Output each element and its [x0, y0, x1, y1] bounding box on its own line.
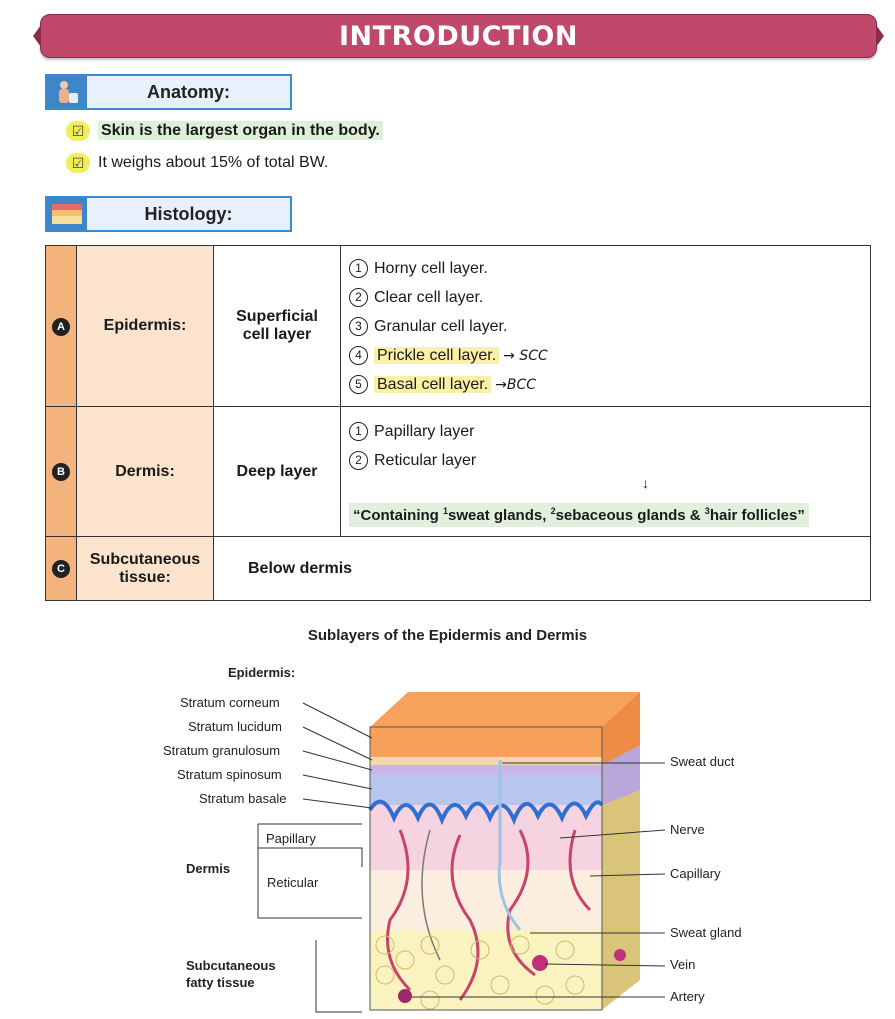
diagram-title: Sublayers of the Epidermis and Dermis — [307, 627, 588, 644]
vein-cross-section — [532, 955, 548, 971]
label-sweat-gland: Sweat gland — [670, 925, 742, 940]
superscript-3: 3 — [704, 505, 710, 516]
label-papillary: Papillary — [266, 831, 316, 846]
item-text: Clear cell layer. — [374, 288, 484, 306]
number-circle-icon: 4 — [349, 346, 368, 365]
artery-cross-section — [398, 989, 412, 1003]
item-text: Reticular layer — [374, 451, 477, 469]
handwritten-note: →BCC — [495, 376, 537, 393]
banner-title: INTRODUCTION — [339, 21, 578, 52]
label-artery: Artery — [670, 989, 705, 1004]
label-subcutaneous-line1: Subcutaneous — [186, 958, 276, 973]
containing-part-3: hair follicles” — [709, 506, 805, 524]
label-stratum-corneum: Stratum corneum — [180, 695, 280, 710]
containing-part-2: sebaceous glands & — [555, 506, 705, 524]
stratum-lucidum-layer — [370, 757, 602, 765]
reticular-dermis-layer — [370, 870, 602, 930]
bullet-text: It weighs about 15% of total BW. — [98, 154, 329, 171]
bullet-text: Skin is the largest organ in the body. — [98, 121, 383, 140]
item-text: Basal cell layer. — [374, 376, 491, 393]
label-sweat-duct: Sweat duct — [670, 754, 735, 769]
layer-name: Deep layer — [236, 462, 318, 480]
checkbox-icon: ☑ — [66, 121, 90, 141]
handwritten-arrow: ↓ — [642, 474, 649, 491]
histology-heading: Histology: — [144, 204, 233, 224]
epidermis-heading: Epidermis: — [228, 665, 296, 680]
item-text: Granular cell layer. — [374, 317, 508, 335]
item-text: Papillary layer — [374, 422, 475, 440]
label-capillary: Capillary — [670, 866, 721, 881]
layer-name: Below dermis — [248, 559, 353, 577]
number-circle-icon: 2 — [349, 451, 368, 470]
label-dermis: Dermis — [186, 861, 231, 876]
layer-line-2: cell layer — [242, 326, 312, 343]
superscript-2: 2 — [550, 505, 556, 516]
letter-c-icon: C — [52, 560, 70, 578]
number-circle-icon: 3 — [349, 317, 368, 336]
item-text: Prickle cell layer. — [374, 347, 499, 364]
number-circle-icon: 5 — [349, 375, 368, 394]
superscript-1: 1 — [443, 505, 449, 516]
number-circle-icon: 1 — [349, 422, 368, 441]
label-stratum-granulosum: Stratum granulosum — [163, 743, 281, 758]
containing-prefix: “Containing — [353, 506, 443, 524]
label-reticular: Reticular — [267, 875, 319, 890]
label-subcutaneous-line2: fatty tissue — [186, 975, 255, 990]
row-name: Dermis: — [115, 462, 175, 480]
label-nerve: Nerve — [670, 822, 705, 837]
item-text: Horny cell layer. — [374, 259, 488, 277]
handwritten-note: → SCC — [503, 347, 548, 364]
stratum-granulosum-layer — [370, 765, 602, 775]
stratum-corneum-layer — [370, 727, 602, 757]
checkbox-icon: ☑ — [66, 153, 90, 173]
row-name: Epidermis: — [103, 317, 187, 334]
layer-line-1: Superficial — [236, 308, 318, 325]
label-vein: Vein — [670, 957, 696, 972]
name-line-1: Subcutaneous — [89, 550, 201, 568]
letter-b-icon: B — [52, 463, 70, 481]
label-stratum-basale: Stratum basale — [199, 791, 287, 806]
letter-a-icon: A — [52, 318, 70, 336]
label-stratum-spinosum: Stratum spinosum — [177, 767, 282, 782]
label-stratum-lucidum: Stratum lucidum — [188, 719, 282, 734]
name-line-2: tissue: — [119, 568, 171, 586]
side-vessel-cross-section — [614, 949, 626, 961]
block-top-face — [370, 692, 640, 727]
stratum-spinosum-layer — [370, 775, 602, 805]
number-circle-icon: 1 — [349, 259, 368, 278]
anatomy-heading: Anatomy: — [146, 82, 230, 102]
number-circle-icon: 2 — [349, 288, 368, 307]
containing-part-1: sweat glands, — [448, 506, 551, 524]
